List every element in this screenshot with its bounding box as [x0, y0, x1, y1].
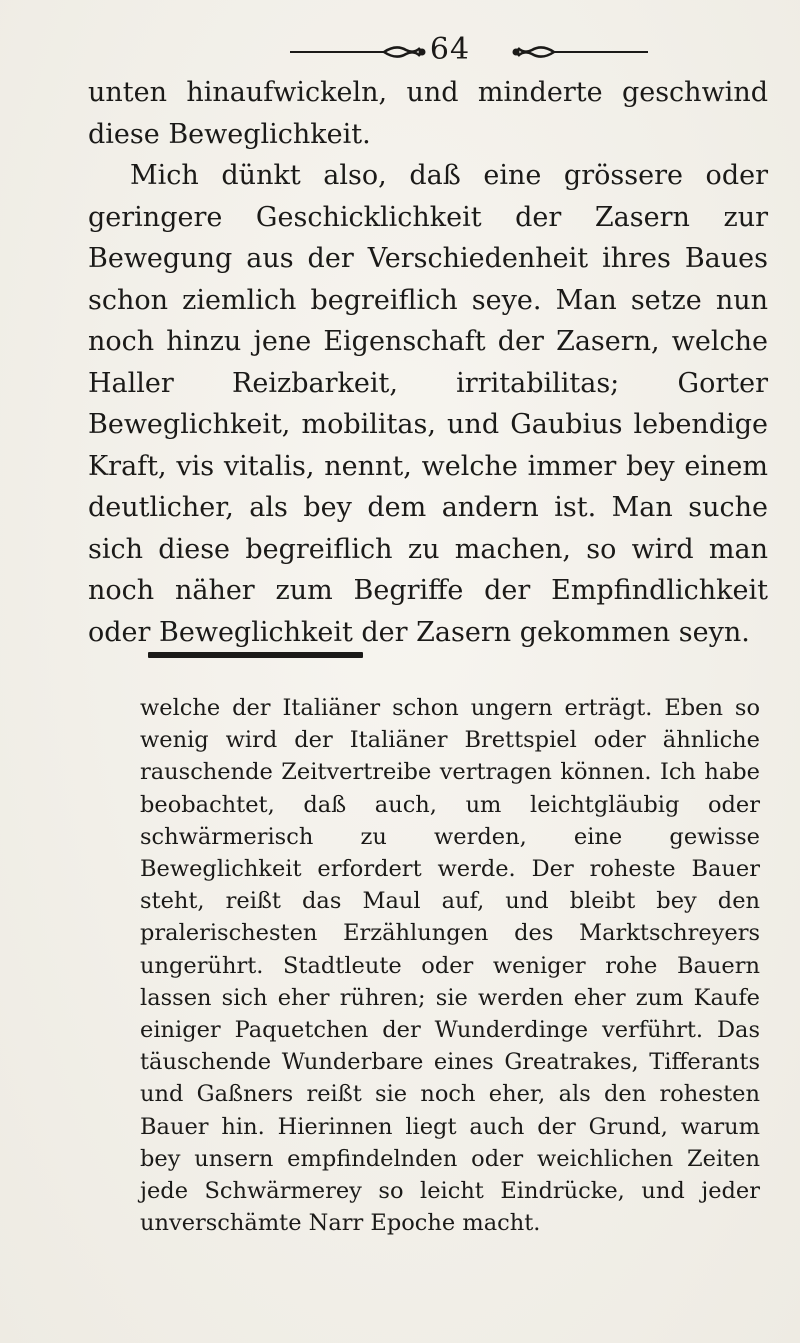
- main-paragraph-continuation: unten hinaufwickeln, und minderte geschwind diese Beweglichkeit.: [88, 77, 768, 150]
- right-ornament-icon: [510, 44, 650, 60]
- page-header: [0, 18, 800, 67]
- main-text-block: [88, 72, 768, 653]
- left-ornament-icon: [288, 44, 428, 60]
- footnote-divider: [148, 652, 363, 658]
- main-paragraph: Mich dünkt also, daß eine grössere oder geringere Geschicklichkeit der Zasern zur Bewegung aus der Verschiedenheit ihres Baues schon ziemlich begreiflich seye. Man setze nun noch hinzu jene Eigenschaft der Zasern, welche Haller Reizbarkeit, irritabilitas; Gorter Beweglichkeit, mobilitas, und Gaubius lebendige Kraft, vis vitalis, nennt, welche immer bey einem deutlicher, als bey dem andern ist. Man suche sich diese begreiflich zu machen, so wird man noch näher zum Begriffe der Empfindlichkeit oder Beweglichkeit der Zasern gekommen seyn.: [88, 160, 768, 648]
- footnote-block: [140, 692, 760, 1239]
- footnote-text: welche der Italiäner schon ungern erträgt. Eben so wenig wird der Italiäner Brettspiel oder ähnliche rauschende Zeitvertreibe vertragen können. Ich habe beobachtet, daß auch, um leichtgläubig oder schwärmerisch zu werden, eine gewisse Beweglichkeit erfordert werde. Der roheste Bauer steht, reißt das Maul auf, und bleibt bey den pralerischesten Erzählungen des Marktschreyers ungerührt. Stadtleute oder weniger rohe Bauern lassen sich eher rühren; sie werden eher zum Kaufe einiger Paquetchen der Wunderdinge verführt. Das täuschende Wunderbare eines Greatrakes, Tifferants und Gaßners reißt sie noch eher, als den rohesten Bauer hin. Hierinnen liegt auch der Grund, warum bey unsern empfindelnden oder weichlichen Zeiten jede Schwärmerey so leicht Eindrücke, und jeder unverschämte Narr Epoche macht.: [140, 695, 760, 1237]
- page-number: 64: [429, 32, 471, 67]
